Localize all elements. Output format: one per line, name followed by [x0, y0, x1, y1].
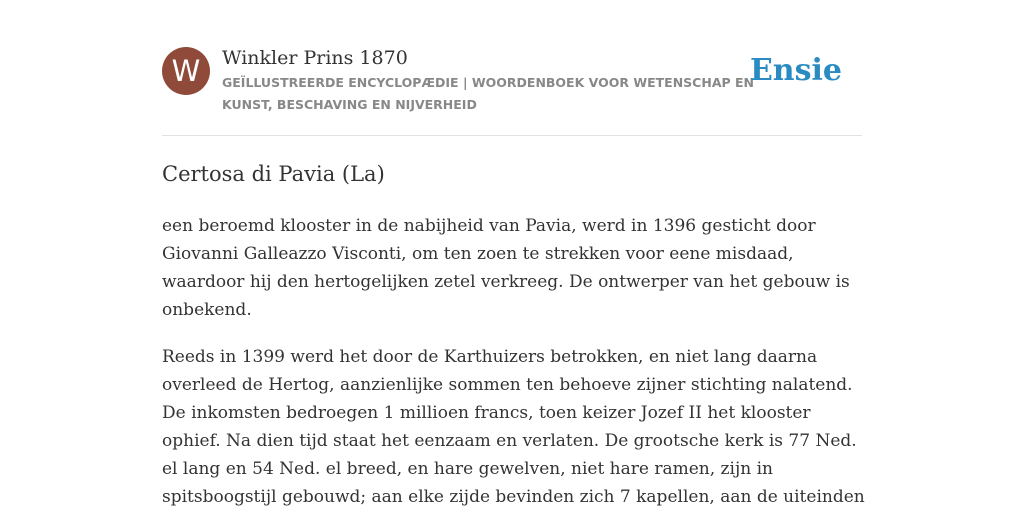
entry-body — [162, 212, 867, 512]
source-subtitle: GEÏLLUSTREERDE ENCYCLOPÆDIE | WOORDENBOEK VOOR WETENSCHAP EN KUNST, BESCHAVING EN NIJVERHEID — [222, 75, 755, 112]
source-avatar: W — [162, 47, 210, 95]
entry-paragraph: Reeds in 1399 werd het door de Karthuizers betrokken, en niet lang daarna overleed de Hertog, aanzienlijke sommen ten behoeve zijner stichting nalatend. De inkomsten bedroegen 1 millioen francs, toen keizer Jozef II het klooster ophief. Na dien tijd staat het eenzaam en verlaten. De grootsche kerk is 77 Ned. el lang en 54 Ned. el breed, en hare gewelven, niet hare ramen, zijn in spitsboogstijl gebouwd; aan elke zijde bevinden zich 7 kapellen, aan de uiteinden — [162, 347, 865, 507]
ensie-logo-link[interactable]: Ensie — [749, 53, 842, 88]
source-title[interactable]: Winkler Prins 1870 — [222, 47, 408, 69]
source-header — [162, 44, 862, 136]
entry-paragraph: een beroemd klooster in de nabijheid van Pavia, werd in 1396 gesticht door Giovanni Galleazzo Visconti, om ten zoen te strekken voor eene misdaad, waardoor hij den hertogelijken zetel verkreeg. De ontwerper van het gebouw is onbekend. — [162, 216, 850, 320]
entry-title: Certosa di Pavia (La) — [162, 162, 385, 186]
